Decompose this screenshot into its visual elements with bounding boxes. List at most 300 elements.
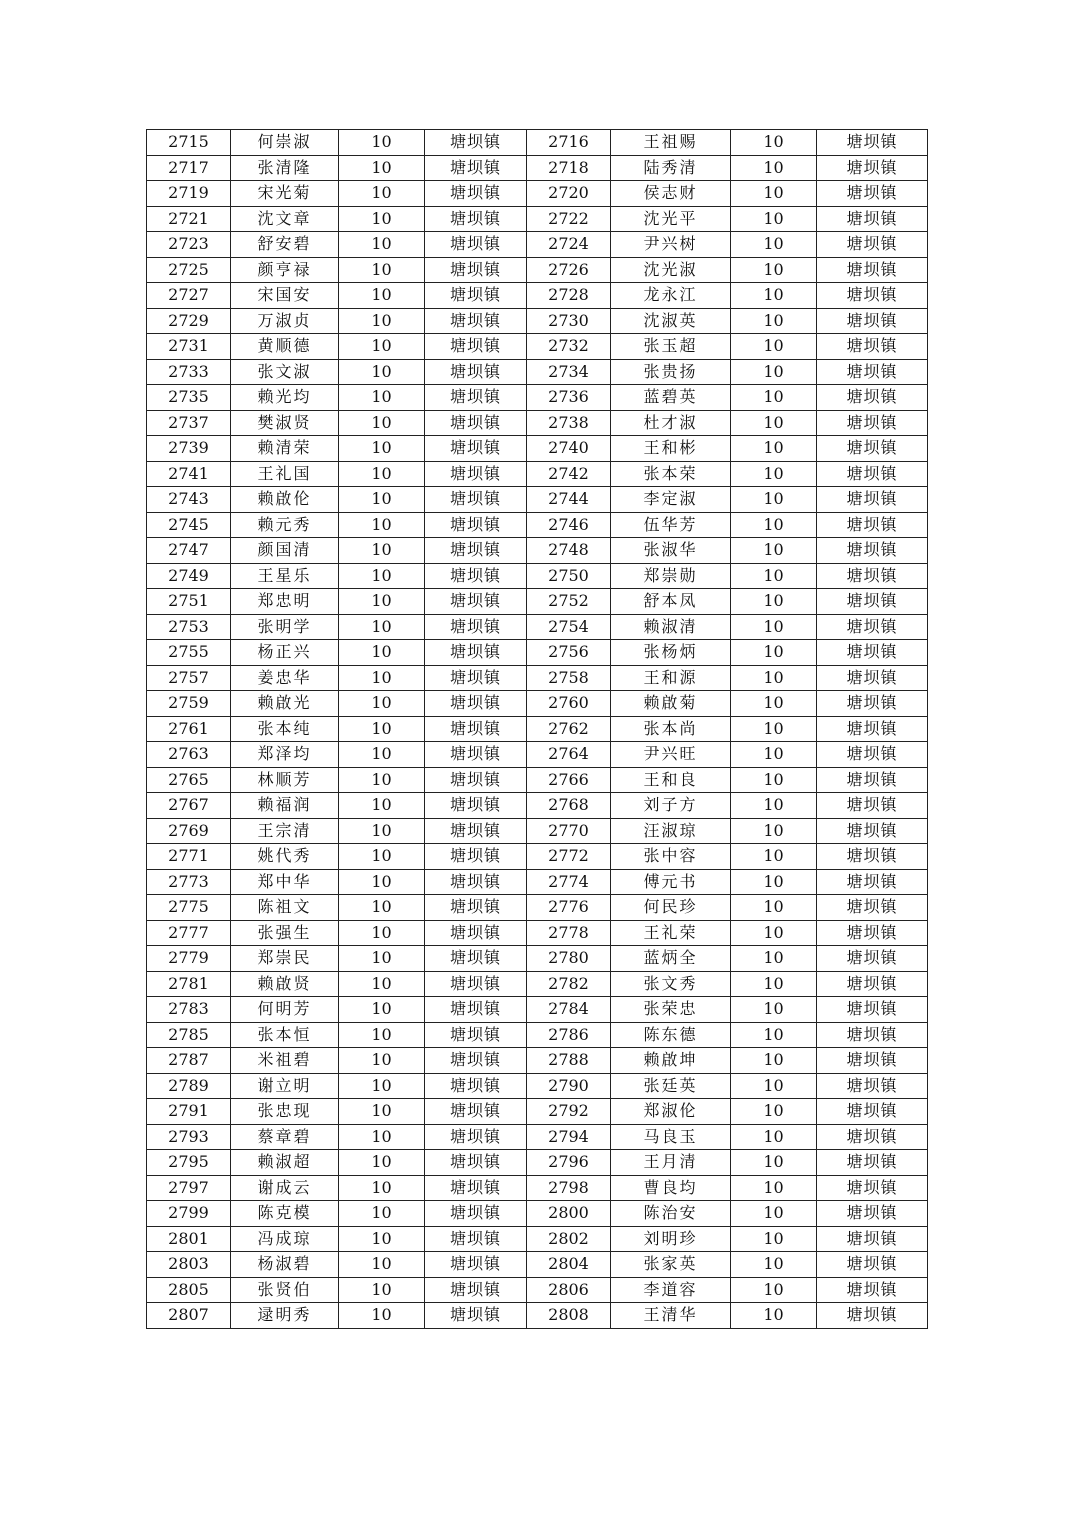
- cell-amount: 10: [339, 589, 425, 615]
- cell-number: 2716: [527, 130, 611, 156]
- cell-amount: 10: [731, 512, 817, 538]
- table-row: [147, 844, 928, 870]
- table-row: [147, 461, 928, 487]
- cell-amount: 10: [339, 155, 425, 181]
- table-row: [147, 920, 928, 946]
- cell-number: 2775: [147, 895, 231, 921]
- cell-amount: 10: [731, 130, 817, 156]
- cell-name: 侯志财: [611, 181, 731, 207]
- cell-town: 塘坝镇: [817, 1277, 928, 1303]
- cell-name: 陈东德: [611, 1022, 731, 1048]
- cell-name: 王星乐: [231, 563, 339, 589]
- cell-number: 2723: [147, 232, 231, 258]
- cell-number: 2718: [527, 155, 611, 181]
- cell-town: 塘坝镇: [425, 257, 527, 283]
- cell-town: 塘坝镇: [425, 512, 527, 538]
- cell-name: 赖啟光: [231, 691, 339, 717]
- cell-amount: 10: [339, 257, 425, 283]
- cell-amount: 10: [339, 742, 425, 768]
- cell-town: 塘坝镇: [817, 359, 928, 385]
- cell-number: 2798: [527, 1175, 611, 1201]
- cell-amount: 10: [731, 1303, 817, 1329]
- cell-number: 2791: [147, 1099, 231, 1125]
- cell-town: 塘坝镇: [817, 461, 928, 487]
- cell-amount: 10: [731, 1252, 817, 1278]
- cell-name: 郑忠明: [231, 589, 339, 615]
- table-row: [147, 767, 928, 793]
- cell-number: 2755: [147, 640, 231, 666]
- table-row: [147, 385, 928, 411]
- cell-amount: 10: [339, 640, 425, 666]
- cell-name: 张本恒: [231, 1022, 339, 1048]
- cell-town: 塘坝镇: [425, 793, 527, 819]
- cell-amount: 10: [731, 436, 817, 462]
- cell-town: 塘坝镇: [817, 716, 928, 742]
- cell-number: 2715: [147, 130, 231, 156]
- cell-name: 谢成云: [231, 1175, 339, 1201]
- cell-number: 2763: [147, 742, 231, 768]
- cell-number: 2788: [527, 1048, 611, 1074]
- cell-amount: 10: [339, 563, 425, 589]
- cell-town: 塘坝镇: [425, 232, 527, 258]
- cell-amount: 10: [731, 1175, 817, 1201]
- table-row: [147, 1150, 928, 1176]
- table-row: [147, 997, 928, 1023]
- cell-town: 塘坝镇: [425, 589, 527, 615]
- cell-town: 塘坝镇: [425, 1150, 527, 1176]
- cell-name: 张本纯: [231, 716, 339, 742]
- cell-name: 冯成琼: [231, 1226, 339, 1252]
- cell-number: 2771: [147, 844, 231, 870]
- cell-name: 张廷英: [611, 1073, 731, 1099]
- cell-town: 塘坝镇: [425, 563, 527, 589]
- cell-number: 2785: [147, 1022, 231, 1048]
- cell-name: 颜国清: [231, 538, 339, 564]
- table-row: [147, 130, 928, 156]
- cell-amount: 10: [731, 257, 817, 283]
- cell-number: 2740: [527, 436, 611, 462]
- cell-number: 2780: [527, 946, 611, 972]
- cell-name: 张文秀: [611, 971, 731, 997]
- cell-number: 2799: [147, 1201, 231, 1227]
- cell-number: 2805: [147, 1277, 231, 1303]
- table-row: [147, 665, 928, 691]
- cell-number: 2804: [527, 1252, 611, 1278]
- cell-town: 塘坝镇: [425, 1022, 527, 1048]
- cell-amount: 10: [731, 385, 817, 411]
- cell-town: 塘坝镇: [817, 1048, 928, 1074]
- cell-town: 塘坝镇: [817, 232, 928, 258]
- cell-number: 2761: [147, 716, 231, 742]
- cell-number: 2794: [527, 1124, 611, 1150]
- cell-amount: 10: [339, 1303, 425, 1329]
- cell-number: 2758: [527, 665, 611, 691]
- cell-town: 塘坝镇: [817, 946, 928, 972]
- cell-town: 塘坝镇: [425, 436, 527, 462]
- cell-number: 2719: [147, 181, 231, 207]
- cell-town: 塘坝镇: [425, 691, 527, 717]
- cell-number: 2781: [147, 971, 231, 997]
- cell-number: 2792: [527, 1099, 611, 1125]
- cell-town: 塘坝镇: [817, 487, 928, 513]
- cell-town: 塘坝镇: [425, 716, 527, 742]
- cell-name: 樊淑贤: [231, 410, 339, 436]
- cell-number: 2762: [527, 716, 611, 742]
- cell-number: 2779: [147, 946, 231, 972]
- cell-number: 2738: [527, 410, 611, 436]
- cell-amount: 10: [731, 614, 817, 640]
- cell-town: 塘坝镇: [425, 665, 527, 691]
- cell-town: 塘坝镇: [425, 1226, 527, 1252]
- cell-amount: 10: [339, 1201, 425, 1227]
- cell-name: 汪淑琼: [611, 818, 731, 844]
- table-row: [147, 640, 928, 666]
- cell-town: 塘坝镇: [817, 436, 928, 462]
- cell-name: 王礼荣: [611, 920, 731, 946]
- cell-amount: 10: [339, 767, 425, 793]
- roster-table: [146, 129, 928, 1329]
- cell-amount: 10: [731, 563, 817, 589]
- cell-name: 杜才淑: [611, 410, 731, 436]
- cell-amount: 10: [339, 1022, 425, 1048]
- cell-town: 塘坝镇: [817, 971, 928, 997]
- cell-town: 塘坝镇: [817, 563, 928, 589]
- cell-number: 2764: [527, 742, 611, 768]
- cell-town: 塘坝镇: [425, 1175, 527, 1201]
- cell-town: 塘坝镇: [817, 640, 928, 666]
- cell-name: 李定淑: [611, 487, 731, 513]
- table-row: [147, 1277, 928, 1303]
- table-row: [147, 538, 928, 564]
- cell-amount: 10: [731, 461, 817, 487]
- cell-amount: 10: [339, 895, 425, 921]
- cell-town: 塘坝镇: [425, 971, 527, 997]
- cell-amount: 10: [339, 716, 425, 742]
- cell-name: 姚代秀: [231, 844, 339, 870]
- cell-number: 2790: [527, 1073, 611, 1099]
- table-row: [147, 487, 928, 513]
- cell-number: 2748: [527, 538, 611, 564]
- table-row: [147, 512, 928, 538]
- cell-town: 塘坝镇: [425, 334, 527, 360]
- cell-name: 尹兴树: [611, 232, 731, 258]
- cell-name: 张明学: [231, 614, 339, 640]
- cell-amount: 10: [339, 436, 425, 462]
- table-row: [147, 869, 928, 895]
- cell-town: 塘坝镇: [817, 920, 928, 946]
- cell-name: 伍华芳: [611, 512, 731, 538]
- cell-number: 2730: [527, 308, 611, 334]
- cell-number: 2739: [147, 436, 231, 462]
- cell-amount: 10: [339, 793, 425, 819]
- cell-town: 塘坝镇: [817, 283, 928, 309]
- cell-amount: 10: [731, 487, 817, 513]
- cell-town: 塘坝镇: [425, 461, 527, 487]
- table-row: [147, 691, 928, 717]
- cell-amount: 10: [339, 308, 425, 334]
- table-row: [147, 283, 928, 309]
- cell-name: 赖光均: [231, 385, 339, 411]
- cell-number: 2746: [527, 512, 611, 538]
- cell-town: 塘坝镇: [817, 1022, 928, 1048]
- cell-number: 2765: [147, 767, 231, 793]
- cell-amount: 10: [731, 742, 817, 768]
- cell-name: 姜忠华: [231, 665, 339, 691]
- cell-number: 2744: [527, 487, 611, 513]
- cell-town: 塘坝镇: [817, 308, 928, 334]
- cell-town: 塘坝镇: [425, 1252, 527, 1278]
- cell-number: 2787: [147, 1048, 231, 1074]
- cell-name: 沈光平: [611, 206, 731, 232]
- cell-town: 塘坝镇: [817, 538, 928, 564]
- cell-number: 2742: [527, 461, 611, 487]
- cell-amount: 10: [731, 1201, 817, 1227]
- cell-amount: 10: [339, 385, 425, 411]
- cell-amount: 10: [339, 997, 425, 1023]
- cell-name: 赖淑清: [611, 614, 731, 640]
- cell-name: 郑崇勋: [611, 563, 731, 589]
- cell-name: 何明芳: [231, 997, 339, 1023]
- cell-name: 米祖碧: [231, 1048, 339, 1074]
- cell-number: 2734: [527, 359, 611, 385]
- roster-table-body: [147, 130, 928, 1329]
- cell-amount: 10: [731, 410, 817, 436]
- cell-town: 塘坝镇: [425, 283, 527, 309]
- table-row: [147, 181, 928, 207]
- cell-number: 2749: [147, 563, 231, 589]
- cell-town: 塘坝镇: [425, 895, 527, 921]
- cell-number: 2793: [147, 1124, 231, 1150]
- cell-amount: 10: [339, 844, 425, 870]
- table-row: [147, 946, 928, 972]
- cell-amount: 10: [731, 1124, 817, 1150]
- cell-number: 2726: [527, 257, 611, 283]
- cell-town: 塘坝镇: [817, 1252, 928, 1278]
- cell-number: 2747: [147, 538, 231, 564]
- cell-name: 曹良均: [611, 1175, 731, 1201]
- cell-number: 2732: [527, 334, 611, 360]
- cell-town: 塘坝镇: [817, 385, 928, 411]
- cell-name: 赖啟坤: [611, 1048, 731, 1074]
- cell-number: 2741: [147, 461, 231, 487]
- cell-number: 2753: [147, 614, 231, 640]
- cell-number: 2729: [147, 308, 231, 334]
- cell-amount: 10: [339, 971, 425, 997]
- cell-town: 塘坝镇: [817, 1150, 928, 1176]
- cell-number: 2733: [147, 359, 231, 385]
- table-row: [147, 1226, 928, 1252]
- table-row: [147, 155, 928, 181]
- cell-number: 2757: [147, 665, 231, 691]
- table-row: [147, 334, 928, 360]
- cell-town: 塘坝镇: [817, 895, 928, 921]
- cell-number: 2784: [527, 997, 611, 1023]
- cell-amount: 10: [731, 691, 817, 717]
- cell-name: 陈祖文: [231, 895, 339, 921]
- cell-town: 塘坝镇: [817, 181, 928, 207]
- cell-name: 赖清荣: [231, 436, 339, 462]
- cell-amount: 10: [339, 691, 425, 717]
- cell-number: 2776: [527, 895, 611, 921]
- cell-amount: 10: [339, 665, 425, 691]
- cell-amount: 10: [339, 920, 425, 946]
- cell-name: 张贤伯: [231, 1277, 339, 1303]
- cell-amount: 10: [731, 334, 817, 360]
- cell-amount: 10: [339, 487, 425, 513]
- cell-town: 塘坝镇: [425, 1201, 527, 1227]
- cell-amount: 10: [731, 206, 817, 232]
- cell-amount: 10: [339, 946, 425, 972]
- cell-town: 塘坝镇: [425, 308, 527, 334]
- cell-amount: 10: [731, 589, 817, 615]
- cell-amount: 10: [731, 767, 817, 793]
- cell-number: 2770: [527, 818, 611, 844]
- cell-name: 张清隆: [231, 155, 339, 181]
- cell-town: 塘坝镇: [817, 1303, 928, 1329]
- cell-amount: 10: [731, 308, 817, 334]
- cell-town: 塘坝镇: [817, 665, 928, 691]
- cell-number: 2774: [527, 869, 611, 895]
- cell-name: 何民珍: [611, 895, 731, 921]
- cell-town: 塘坝镇: [425, 818, 527, 844]
- table-row: [147, 308, 928, 334]
- cell-amount: 10: [339, 1226, 425, 1252]
- table-row: [147, 1252, 928, 1278]
- cell-town: 塘坝镇: [425, 1099, 527, 1125]
- cell-town: 塘坝镇: [425, 487, 527, 513]
- cell-amount: 10: [731, 920, 817, 946]
- cell-town: 塘坝镇: [425, 206, 527, 232]
- cell-amount: 10: [339, 1124, 425, 1150]
- cell-amount: 10: [339, 614, 425, 640]
- cell-name: 黄顺德: [231, 334, 339, 360]
- cell-amount: 10: [339, 334, 425, 360]
- table-row: [147, 614, 928, 640]
- cell-number: 2722: [527, 206, 611, 232]
- cell-name: 赖啟菊: [611, 691, 731, 717]
- table-row: [147, 257, 928, 283]
- cell-name: 郑泽均: [231, 742, 339, 768]
- cell-number: 2743: [147, 487, 231, 513]
- cell-number: 2720: [527, 181, 611, 207]
- cell-name: 马良玉: [611, 1124, 731, 1150]
- cell-name: 沈文章: [231, 206, 339, 232]
- cell-amount: 10: [731, 283, 817, 309]
- cell-town: 塘坝镇: [817, 1099, 928, 1125]
- cell-town: 塘坝镇: [425, 844, 527, 870]
- table-row: [147, 589, 928, 615]
- cell-town: 塘坝镇: [817, 614, 928, 640]
- cell-name: 万淑贞: [231, 308, 339, 334]
- cell-name: 赖元秀: [231, 512, 339, 538]
- cell-town: 塘坝镇: [817, 589, 928, 615]
- cell-number: 2751: [147, 589, 231, 615]
- cell-town: 塘坝镇: [817, 691, 928, 717]
- cell-amount: 10: [339, 1175, 425, 1201]
- cell-amount: 10: [731, 232, 817, 258]
- cell-town: 塘坝镇: [817, 793, 928, 819]
- cell-name: 陆秀清: [611, 155, 731, 181]
- cell-name: 沈光淑: [611, 257, 731, 283]
- cell-name: 王和源: [611, 665, 731, 691]
- table-row: [147, 818, 928, 844]
- cell-number: 2778: [527, 920, 611, 946]
- cell-name: 宋国安: [231, 283, 339, 309]
- cell-name: 张强生: [231, 920, 339, 946]
- cell-name: 舒本凤: [611, 589, 731, 615]
- cell-town: 塘坝镇: [425, 767, 527, 793]
- cell-town: 塘坝镇: [817, 155, 928, 181]
- table-row: [147, 1048, 928, 1074]
- cell-town: 塘坝镇: [425, 742, 527, 768]
- cell-town: 塘坝镇: [425, 640, 527, 666]
- table-row: [147, 563, 928, 589]
- cell-amount: 10: [339, 130, 425, 156]
- cell-number: 2728: [527, 283, 611, 309]
- cell-amount: 10: [731, 665, 817, 691]
- table-row: [147, 1201, 928, 1227]
- cell-name: 张本荣: [611, 461, 731, 487]
- cell-number: 2766: [527, 767, 611, 793]
- cell-number: 2783: [147, 997, 231, 1023]
- cell-name: 傅元书: [611, 869, 731, 895]
- cell-number: 2789: [147, 1073, 231, 1099]
- cell-name: 陈治安: [611, 1201, 731, 1227]
- cell-amount: 10: [339, 461, 425, 487]
- cell-name: 王清华: [611, 1303, 731, 1329]
- cell-name: 何崇淑: [231, 130, 339, 156]
- table-row: [147, 1073, 928, 1099]
- table-row: [147, 895, 928, 921]
- cell-town: 塘坝镇: [817, 869, 928, 895]
- cell-name: 王和彬: [611, 436, 731, 462]
- cell-town: 塘坝镇: [817, 512, 928, 538]
- cell-amount: 10: [339, 181, 425, 207]
- cell-amount: 10: [339, 1099, 425, 1125]
- cell-number: 2782: [527, 971, 611, 997]
- cell-amount: 10: [339, 1073, 425, 1099]
- cell-number: 2769: [147, 818, 231, 844]
- cell-amount: 10: [731, 716, 817, 742]
- cell-town: 塘坝镇: [817, 1124, 928, 1150]
- cell-name: 颜亨禄: [231, 257, 339, 283]
- cell-name: 赖淑超: [231, 1150, 339, 1176]
- cell-town: 塘坝镇: [817, 257, 928, 283]
- cell-name: 王宗清: [231, 818, 339, 844]
- cell-town: 塘坝镇: [425, 614, 527, 640]
- cell-number: 2759: [147, 691, 231, 717]
- cell-amount: 10: [339, 359, 425, 385]
- cell-number: 2786: [527, 1022, 611, 1048]
- table-row: [147, 1303, 928, 1329]
- cell-amount: 10: [339, 512, 425, 538]
- cell-amount: 10: [339, 1150, 425, 1176]
- cell-name: 王礼国: [231, 461, 339, 487]
- cell-town: 塘坝镇: [425, 1073, 527, 1099]
- cell-number: 2803: [147, 1252, 231, 1278]
- cell-amount: 10: [339, 1277, 425, 1303]
- cell-town: 塘坝镇: [425, 1124, 527, 1150]
- cell-amount: 10: [731, 971, 817, 997]
- cell-town: 塘坝镇: [425, 181, 527, 207]
- cell-name: 逯明秀: [231, 1303, 339, 1329]
- cell-amount: 10: [339, 206, 425, 232]
- cell-number: 2731: [147, 334, 231, 360]
- cell-town: 塘坝镇: [425, 410, 527, 436]
- cell-town: 塘坝镇: [817, 206, 928, 232]
- table-row: [147, 971, 928, 997]
- cell-number: 2795: [147, 1150, 231, 1176]
